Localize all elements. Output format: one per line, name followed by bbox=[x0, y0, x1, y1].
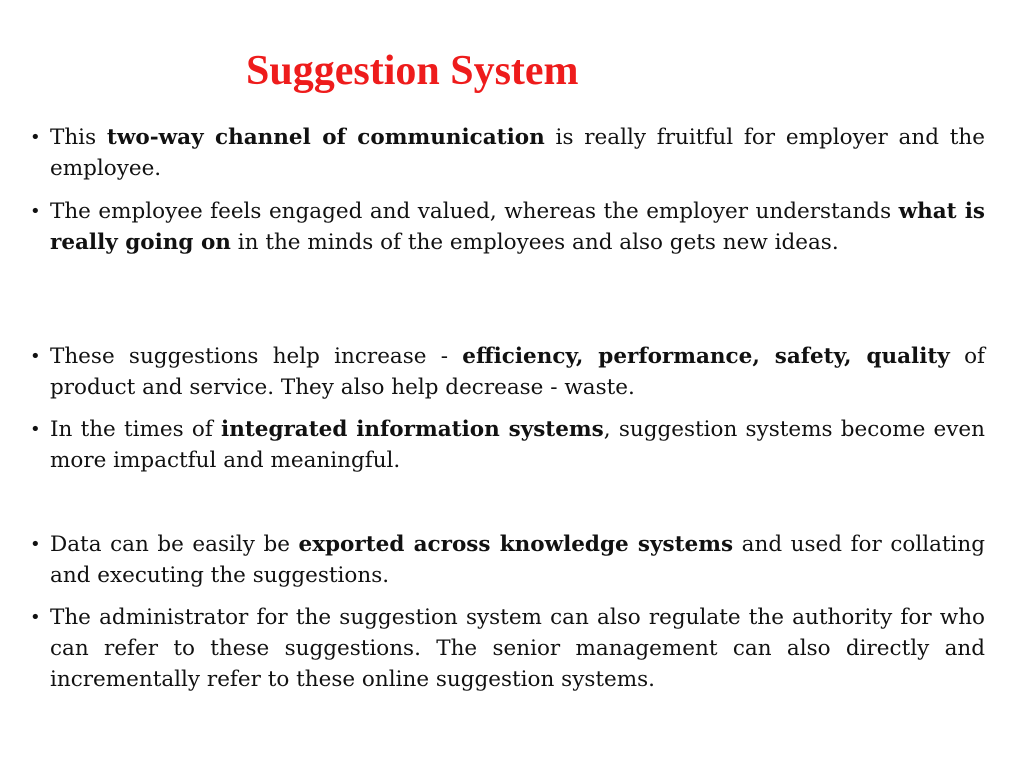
bullet-text: These suggestions help increase - bbox=[50, 344, 463, 369]
bullet-marker: • bbox=[30, 127, 41, 148]
bullet-text: This bbox=[50, 125, 107, 150]
bullet-text: Data can be easily be bbox=[50, 532, 299, 557]
bullet-text: The employee feels engaged and valued, whereas the employer understands bbox=[50, 199, 899, 224]
bullet-item bbox=[30, 196, 985, 258]
bullet-text-bold: two-way channel of communication bbox=[106, 125, 545, 150]
bullet-marker: • bbox=[30, 201, 41, 222]
bullet-marker: • bbox=[30, 419, 41, 440]
bullet-marker: • bbox=[30, 534, 41, 555]
bullet-text-bold: what is really going on bbox=[50, 199, 985, 255]
bullet-item bbox=[30, 414, 985, 476]
bullet-text: is really fruitful for employer and the employee. bbox=[50, 125, 985, 181]
slide-title: Suggestion System bbox=[246, 48, 579, 94]
bullet-text-bold: exported across knowledge systems bbox=[298, 532, 734, 557]
bullet-marker: • bbox=[30, 346, 41, 367]
bullet-item bbox=[30, 122, 985, 184]
bullet-text: of product and service. They also help decrease - waste. bbox=[50, 344, 985, 400]
bullet-text: In the times of bbox=[50, 417, 222, 442]
bullet-text-bold: integrated information systems bbox=[221, 417, 604, 442]
bullet-text: The administrator for the suggestion system can also regulate the authority for who can refer to these suggestions. The senior management can also directly and incrementally refer to these online suggestion systems. bbox=[50, 605, 985, 692]
bullet-text: in the minds of the employees and also gets new ideas. bbox=[230, 230, 839, 255]
bullet-text: , suggestion systems become even more impactful and meaningful. bbox=[50, 417, 985, 473]
bullet-text: and used for collating and executing the suggestions. bbox=[50, 532, 986, 588]
bullet-marker: • bbox=[30, 607, 41, 628]
bullet-text-bold: efficiency, performance, safety, quality bbox=[462, 344, 950, 369]
bullet-item bbox=[30, 529, 986, 591]
bullet-item bbox=[30, 341, 985, 403]
bullet-item bbox=[30, 602, 985, 695]
